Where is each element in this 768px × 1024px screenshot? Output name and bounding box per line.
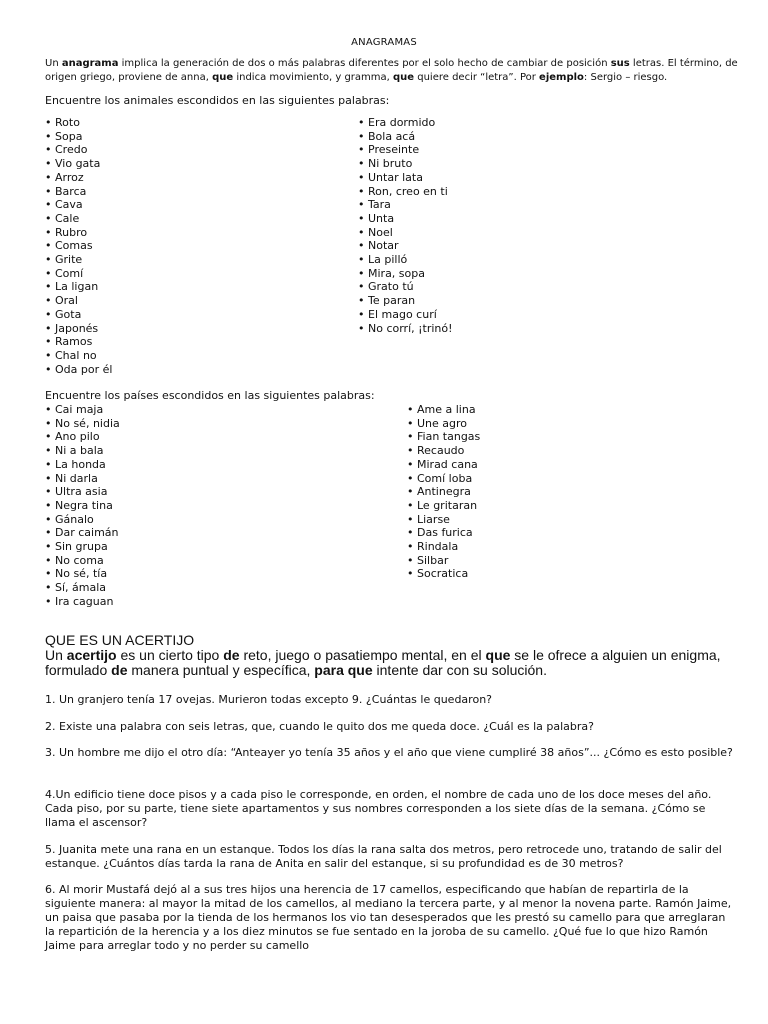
animals-heading: Encuentre los animales escondidos en las siguientes palabras: (45, 94, 390, 107)
list-item: • Sopa (45, 130, 112, 144)
list-item: • Ame a lina (407, 403, 480, 417)
riddle-3: 3. Un hombre me dijo el otro día: “Anteayer yo tenía 35 años y el año que viene cumpliré 38 años”... ¿Cómo es esto posible? (45, 746, 733, 759)
list-item: • El mago curí (358, 308, 453, 322)
list-item: • Ron, creo en ti (358, 185, 453, 199)
list-item: • Te paran (358, 294, 453, 308)
list-item: • Le gritaran (407, 499, 480, 513)
list-item: • Cale (45, 212, 112, 226)
list-item: • Comas (45, 239, 112, 253)
list-item: • Fian tangas (407, 430, 480, 444)
list-item: • Preseinte (358, 143, 453, 157)
list-item: • Ultra asia (45, 485, 120, 499)
list-item: • Roto (45, 116, 112, 130)
list-item: • Une agro (407, 417, 480, 431)
riddle-2: 2. Existe una palabra con seis letras, que, cuando le quito dos me queda doce. ¿Cuál es la palabra? (45, 720, 594, 733)
list-item: • Credo (45, 143, 112, 157)
list-item: • Antinegra (407, 485, 480, 499)
list-item: • Untar lata (358, 171, 453, 185)
list-item: • Socratica (407, 567, 480, 581)
riddle-5: 5. Juanita mete una rana en un estanque. Todos los días la rana salta dos metros, pero retrocede uno, tratando de salir del estanque. ¿Cuántos días tarda la rana de Anita en salir del estanque, si su profundidad es de 30 metros? (45, 843, 722, 870)
list-item: • No sé, nidia (45, 417, 120, 431)
list-item: • Sí, ámala (45, 581, 120, 595)
list-item: • Sin grupa (45, 540, 120, 554)
list-item: • Bola acá (358, 130, 453, 144)
list-item: • Grato tú (358, 280, 453, 294)
list-item: • Mira, sopa (358, 267, 453, 281)
list-item: • Mirad cana (407, 458, 480, 472)
list-item: • Negra tina (45, 499, 120, 513)
list-item: • Notar (358, 239, 453, 253)
riddle-6: 6. Al morir Mustafá dejó al a sus tres hijos una herencia de 17 camellos, especificando que habían de repartirla de la siguiente manera: al mayor la mitad de los camellos, al mediano la tercera parte, y al menor la novena parte. Ramón Jaime, un paisa que pasaba por la tienda de los hermanos los vio tan desesperados que les prestó su camello para que arreglaran la repartición de la herencia y a los diez minutos se fue sentado en la joroba de su camello. ¿Qué fue lo que hizo Ramón Jaime para arreglar todo y no perder su camello (45, 883, 732, 952)
list-item: • Rubro (45, 226, 112, 240)
list-item: • Liarse (407, 513, 480, 527)
list-item: • Rindala (407, 540, 480, 554)
list-item: • Ira caguan (45, 595, 120, 609)
list-item: • Oral (45, 294, 112, 308)
countries-heading: Encuentre los países escondidos en las siguientes palabras: (45, 389, 375, 402)
animals-list-col1 (45, 116, 112, 376)
list-item: • Japonés (45, 322, 112, 336)
list-item: • Gota (45, 308, 112, 322)
list-item: • Unta (358, 212, 453, 226)
riddle-1: 1. Un granjero tenía 17 ovejas. Murieron todas excepto 9. ¿Cuántas le quedaron? (45, 693, 492, 706)
list-item: • Gánalo (45, 513, 120, 527)
list-item: • Dar caimán (45, 526, 120, 540)
list-item: • La ligan (45, 280, 112, 294)
acertijo-title: QUE ES UN ACERTIJO (45, 632, 195, 648)
list-item: • Silbar (407, 554, 480, 568)
acertijo-definition: Un acertijo es un cierto tipo de reto, juego o pasatiempo mental, en el que se le ofrece a alguien un enigma, formulado de manera puntual y específica, para que intente dar con su solución. (45, 647, 721, 678)
list-item: • Cava (45, 198, 112, 212)
list-item: • Recaudo (407, 444, 480, 458)
countries-list-col2 (407, 403, 480, 581)
page-title: ANAGRAMAS (351, 37, 417, 48)
countries-list-col1 (45, 403, 120, 609)
list-item: • Ni a bala (45, 444, 120, 458)
list-item: • Ramos (45, 335, 112, 349)
list-item: • No sé, tía (45, 567, 120, 581)
list-item: • Chal no (45, 349, 112, 363)
list-item: • Ano pilo (45, 430, 120, 444)
list-item: • Barca (45, 185, 112, 199)
list-item: • No corrí, ¡trinó! (358, 322, 453, 336)
list-item: • La pilló (358, 253, 453, 267)
list-item: • Grite (45, 253, 112, 267)
list-item: • Comí (45, 267, 112, 281)
list-item: • Oda por él (45, 363, 112, 377)
list-item: • La honda (45, 458, 120, 472)
list-item: • Ni bruto (358, 157, 453, 171)
animals-list-col2 (358, 116, 453, 335)
list-item: • Cai maja (45, 403, 120, 417)
list-item: • Ni darla (45, 472, 120, 486)
riddle-4: 4.Un edificio tiene doce pisos y a cada piso le corresponde, en orden, el nombre de cada uno de los doce meses del año. Cada piso, por su parte, tiene siete apartamentos y sus nombres corresponden a los siete días de la semana. ¿Cómo se llama el ascensor? (45, 788, 712, 829)
list-item: • Vio gata (45, 157, 112, 171)
list-item: • Tara (358, 198, 453, 212)
list-item: • Das furica (407, 526, 480, 540)
list-item: • No coma (45, 554, 120, 568)
list-item: • Era dormido (358, 116, 453, 130)
intro-paragraph: Un anagrama implica la generación de dos o más palabras diferentes por el solo hecho de cambiar de posición sus letras. El término, de origen griego, proviene de anna, que indica movimiento, y gramma, que quiere decir “letra”. Por ejemplo: Sergio – riesgo. (45, 58, 738, 83)
list-item: • Arroz (45, 171, 112, 185)
list-item: • Noel (358, 226, 453, 240)
list-item: • Comí loba (407, 472, 480, 486)
